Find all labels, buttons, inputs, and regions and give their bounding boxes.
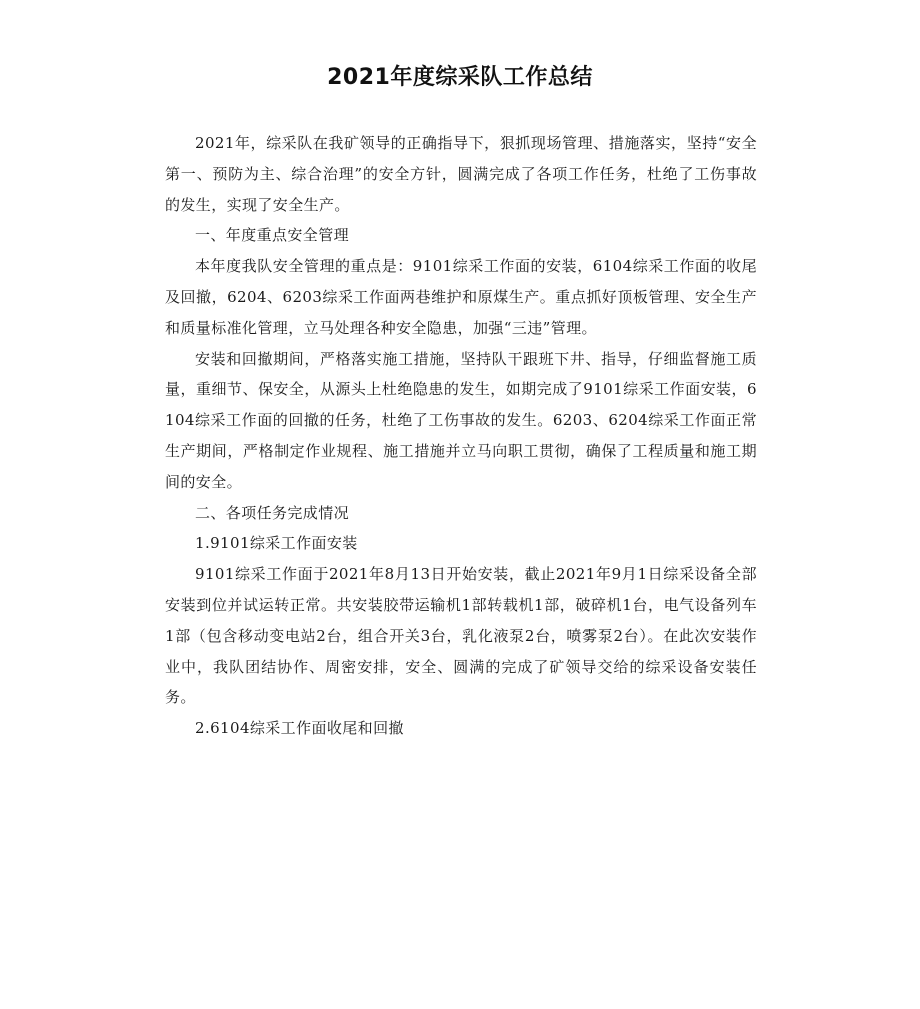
document-title: 2021年度综采队工作总结 — [327, 65, 593, 90]
paragraph-installation-removal: 安装和回撤期间，严格落实施工措施，坚持队干跟班下井、指导，仔细监督施工质量，重细节、保安全，从源头上杜绝隐患的发生，如期完成了9101综采工作面安装，6104综采工作面的回撤的任务，杜绝了工伤事故的发生。6203、6204综采工作面正常生产期间，严格制定作业规程、施工措施并立马向职工贯彻，确保了工程质量和施工期间的安全。 — [165, 349, 757, 491]
paragraph-9101-installation: 9101综采工作面于2021年8月13日开始安装，截止2021年9月1日综采设备全部安装到位并试运转正常。共安装胶带运输机1部转载机1部，破碎机1台，电气设备列车1部（包含移动变电站2台，组合开关3台，乳化液泵2台，喷雾泵2台）。在此次安装作业中，我队团结协作、周密安排，安全、圆满的完成了矿领导交给的综采设备安装任务。 — [165, 565, 757, 707]
paragraph-intro: 2021年，综采队在我矿领导的正确指导下，狠抓现场管理、措施落实，坚持“安全第一、预防为主、综合治理”的安全方针，圆满完成了各项工作任务，杜绝了工伤事故的发生，实现了安全生产。 — [165, 134, 757, 214]
section-heading-2: 二、各项任务完成情况 — [195, 503, 350, 522]
subsection-heading-2: 2.6104综采工作面收尾和回撤 — [195, 719, 404, 738]
document-body — [165, 128, 757, 744]
section-heading-1: 一、年度重点安全管理 — [195, 226, 350, 245]
subsection-heading-1: 1.9101综采工作面安装 — [195, 534, 358, 553]
paragraph-safety-focus: 本年度我队安全管理的重点是：9101综采工作面的安装，6104综采工作面的收尾及回撤，6204、6203综采工作面两巷维护和原煤生产。重点抓好顶板管理、安全生产和质量标准化管理，立马处理各种安全隐患，加强“三违”管理。 — [165, 257, 757, 337]
